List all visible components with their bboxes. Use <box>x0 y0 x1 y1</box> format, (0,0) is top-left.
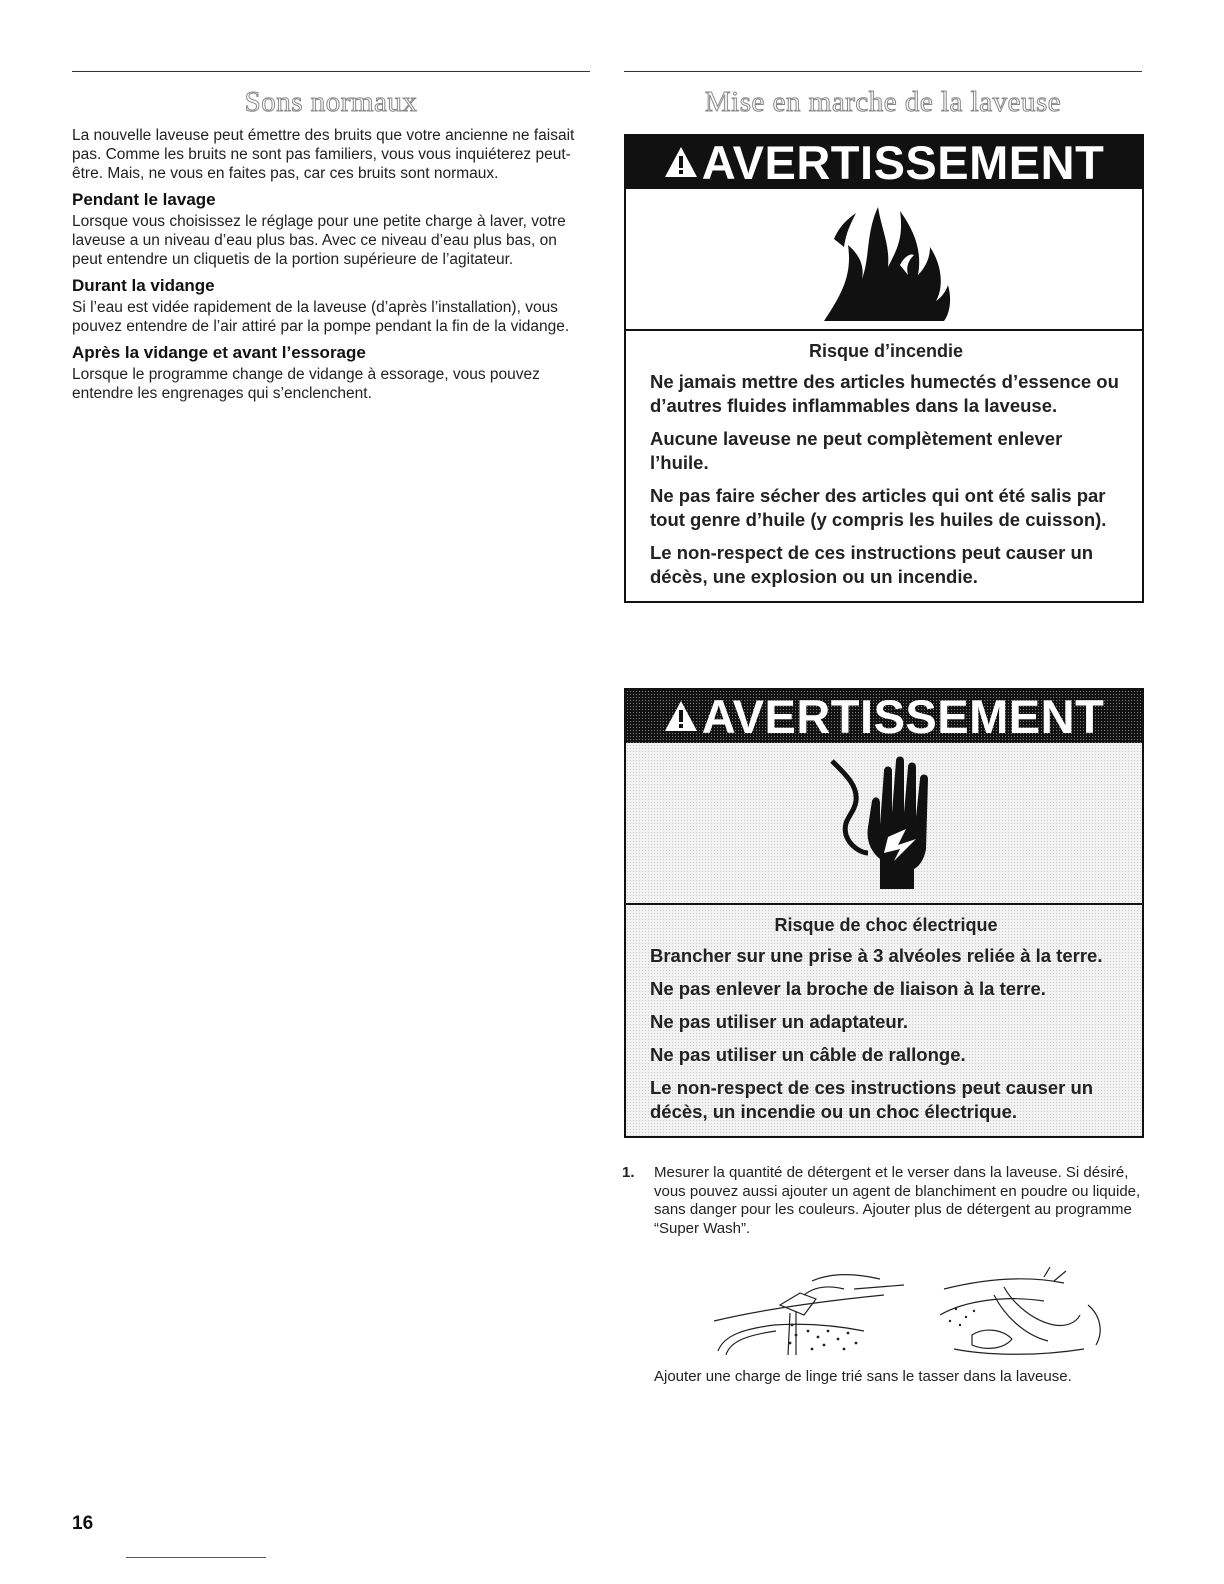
fire-icon <box>626 189 1142 331</box>
warning-line: Le non-respect de ces instructions peut causer un décès, une explosion ou un incendie. <box>650 542 1094 587</box>
warning-header <box>626 136 1142 189</box>
warning-triangle-icon <box>664 135 698 190</box>
warning-body <box>626 331 1142 601</box>
section-rule <box>624 71 1142 72</box>
washer-illustration <box>704 1265 1124 1365</box>
page-number: 16 <box>72 1513 94 1534</box>
section-title: Mise en marche de la laveuse <box>704 86 1062 118</box>
warning-line: Brancher sur une prise à 3 alvéoles reliée à la terre. <box>650 945 1103 966</box>
step-number: 1. <box>622 1164 635 1181</box>
paragraph: Lorsque vous choisissez le réglage pour une petite charge à laver, votre laveuse a un niveau d’eau plus bas. Avec ce niveau d’eau plus bas, on peut entendre un cliquetis de la portion supérieure de l’agitateur. <box>72 213 566 268</box>
subheading: Pendant le lavage <box>72 190 216 209</box>
warning-line: Ne pas faire sécher des articles qui ont été salis par tout genre d’huile (y compris les huiles de cuisson). <box>650 485 1107 530</box>
footer-line <box>126 1557 266 1558</box>
warning-header-label: AVERTISSEMENT <box>701 136 1105 189</box>
risk-title: Risque d’incendie <box>808 341 964 361</box>
warning-line: Ne pas utiliser un adaptateur. <box>650 1011 909 1032</box>
warning-line: Ne pas utiliser un câble de rallonge. <box>650 1044 966 1065</box>
fire-warning-box <box>624 134 1144 603</box>
intro-paragraph: La nouvelle laveuse peut émettre des bruits que votre ancienne ne faisait pas. Comme les bruits ne sont pas familiers, vous vous inquiéterez peut-être. Mais, ne vous en faites pas, car ces bruits sont normaux. <box>72 127 575 182</box>
illustration-caption: Ajouter une charge de linge trié sans le tasser dans la laveuse. <box>654 1368 1072 1385</box>
normal-sounds-section <box>72 126 588 403</box>
section-title: Sons normaux <box>244 86 418 118</box>
subheading: Après la vidange et avant l’essorage <box>72 343 366 362</box>
warning-triangle-icon <box>664 689 698 744</box>
warning-header <box>626 690 1142 743</box>
section-rule <box>72 71 590 72</box>
warning-header-label: AVERTISSEMENT <box>701 690 1105 743</box>
shock-warning-box <box>624 688 1144 1138</box>
paragraph: Lorsque le programme change de vidange à essorage, vous pouvez entendre les engrenages qui s’enclenchent. <box>72 366 540 402</box>
subheading: Durant la vidange <box>72 276 215 295</box>
instruction-step <box>624 1164 1142 1238</box>
warning-line: Le non-respect de ces instructions peut causer un décès, un incendie ou un choc électrique. <box>650 1077 1094 1122</box>
warning-line: Aucune laveuse ne peut complètement enlever l’huile. <box>650 428 1063 473</box>
warning-line: Ne pas enlever la broche de liaison à la terre. <box>650 978 1046 999</box>
paragraph: Si l’eau est vidée rapidement de la laveuse (d’après l’installation), vous pouvez entendre de l’air attiré par la pompe pendant la fin de la vidange. <box>72 299 570 335</box>
warning-line: Ne jamais mettre des articles humectés d’essence ou d’autres fluides inflammables dans la laveuse. <box>650 371 1119 416</box>
electric-shock-icon <box>626 743 1142 905</box>
detergent-pour-illustration <box>704 1265 1124 1365</box>
step-text: Mesurer la quantité de détergent et le verser dans la laveuse. Si désiré, vous pouvez aussi ajouter un agent de blanchiment en poudre ou liquide, sans danger pour les couleurs. Ajouter plus de détergent au programme “Super Wash”. <box>654 1164 1141 1237</box>
warning-body <box>626 905 1142 1136</box>
risk-title: Risque de choc électrique <box>774 915 998 935</box>
